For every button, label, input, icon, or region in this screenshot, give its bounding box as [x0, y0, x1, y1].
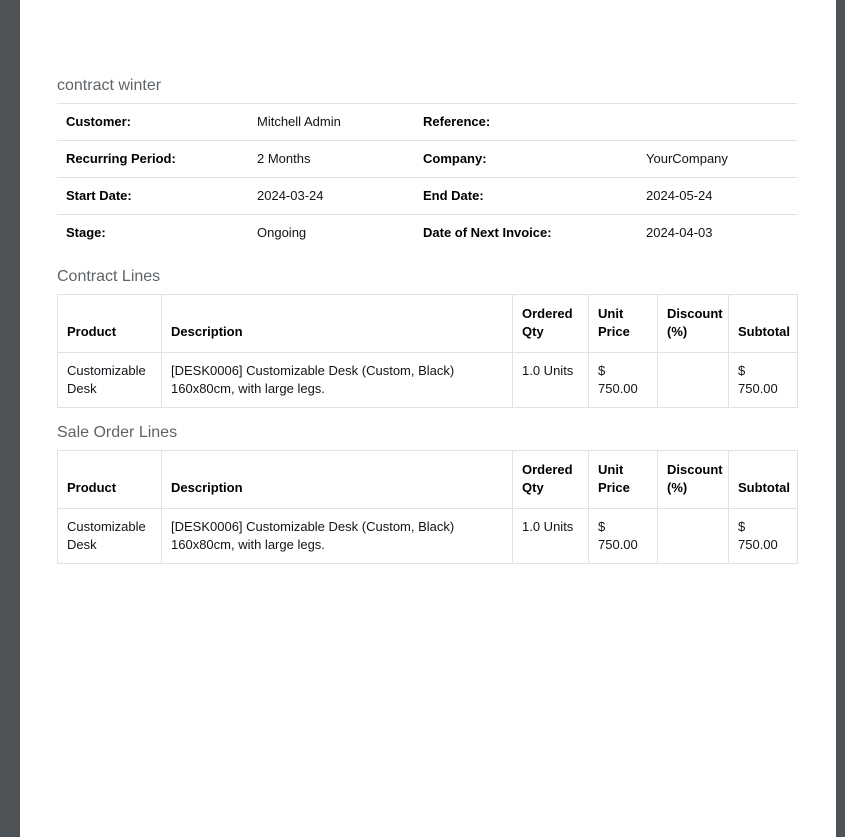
- start-date-label: Start Date:: [66, 188, 132, 203]
- reference-label: Reference:: [423, 114, 491, 129]
- col-header-unit-price: Unit Price: [589, 450, 658, 508]
- start-date-value: 2024-03-24: [257, 188, 324, 203]
- stage-value: Ongoing: [257, 225, 307, 241]
- sale-order-lines-table: [57, 450, 798, 564]
- col-header-description: Description: [162, 294, 513, 352]
- cell-unit-price: $ 750.00: [589, 352, 658, 407]
- col-header-description: Description: [162, 450, 513, 508]
- col-header-subtotal: Subtotal: [729, 294, 798, 352]
- col-header-discount: Discount (%): [658, 450, 729, 508]
- end-date-label: End Date:: [423, 188, 484, 203]
- cell-ordered-qty: 1.0 Units: [513, 508, 589, 563]
- col-header-ordered-qty: Ordered Qty: [513, 450, 589, 508]
- report-content: [20, 76, 836, 564]
- info-row-stage-next-invoice: [57, 215, 797, 252]
- customer-value: Mitchell Admin: [257, 114, 341, 129]
- col-header-product: Product: [58, 450, 162, 508]
- company-value: YourCompany: [646, 151, 728, 166]
- cell-product: Customizable Desk: [58, 352, 162, 407]
- info-row-start-end-date: [57, 178, 797, 215]
- report-page: [20, 0, 836, 837]
- sale-order-lines-header-row: [58, 450, 798, 508]
- reference-value: [637, 104, 797, 141]
- col-header-discount: Discount (%): [658, 294, 729, 352]
- info-row-period-company: [57, 141, 797, 178]
- customer-label: Customer:: [66, 114, 132, 129]
- cell-discount: [658, 508, 729, 563]
- sale-order-line-row: [58, 508, 798, 563]
- cell-subtotal: $ 750.00: [729, 352, 798, 407]
- contract-lines-header-row: [58, 294, 798, 352]
- cell-product: Customizable Desk: [58, 508, 162, 563]
- cell-discount: [658, 352, 729, 407]
- recurring-period-value: 2 Months: [257, 151, 311, 166]
- company-label: Company:: [423, 151, 487, 166]
- document-title: contract winter: [57, 77, 162, 94]
- cell-description: [DESK0006] Customizable Desk (Custom, Black) 160x80cm, with large legs.: [162, 352, 513, 407]
- col-header-subtotal: Subtotal: [729, 450, 798, 508]
- cell-subtotal: $ 750.00: [729, 508, 798, 563]
- contract-lines-table: [57, 294, 798, 408]
- cell-ordered-qty: 1.0 Units: [513, 352, 589, 407]
- next-invoice-date-label: Date of Next Invoice:: [423, 225, 552, 241]
- next-invoice-date-value: 2024-04-03: [646, 225, 713, 241]
- col-header-product: Product: [58, 294, 162, 352]
- stage-label: Stage:: [66, 225, 106, 241]
- contract-line-row: [58, 352, 798, 407]
- cell-description: [DESK0006] Customizable Desk (Custom, Black) 160x80cm, with large legs.: [162, 508, 513, 563]
- col-header-unit-price: Unit Price: [589, 294, 658, 352]
- col-header-ordered-qty: Ordered Qty: [513, 294, 589, 352]
- info-row-customer-reference: [57, 104, 797, 141]
- end-date-value: 2024-05-24: [646, 188, 713, 203]
- contract-lines-heading: Contract Lines: [57, 267, 161, 285]
- cell-unit-price: $ 750.00: [589, 508, 658, 563]
- contract-info-table: [57, 103, 797, 252]
- recurring-period-label: Recurring Period:: [66, 151, 176, 166]
- sale-order-lines-heading: Sale Order Lines: [57, 423, 178, 441]
